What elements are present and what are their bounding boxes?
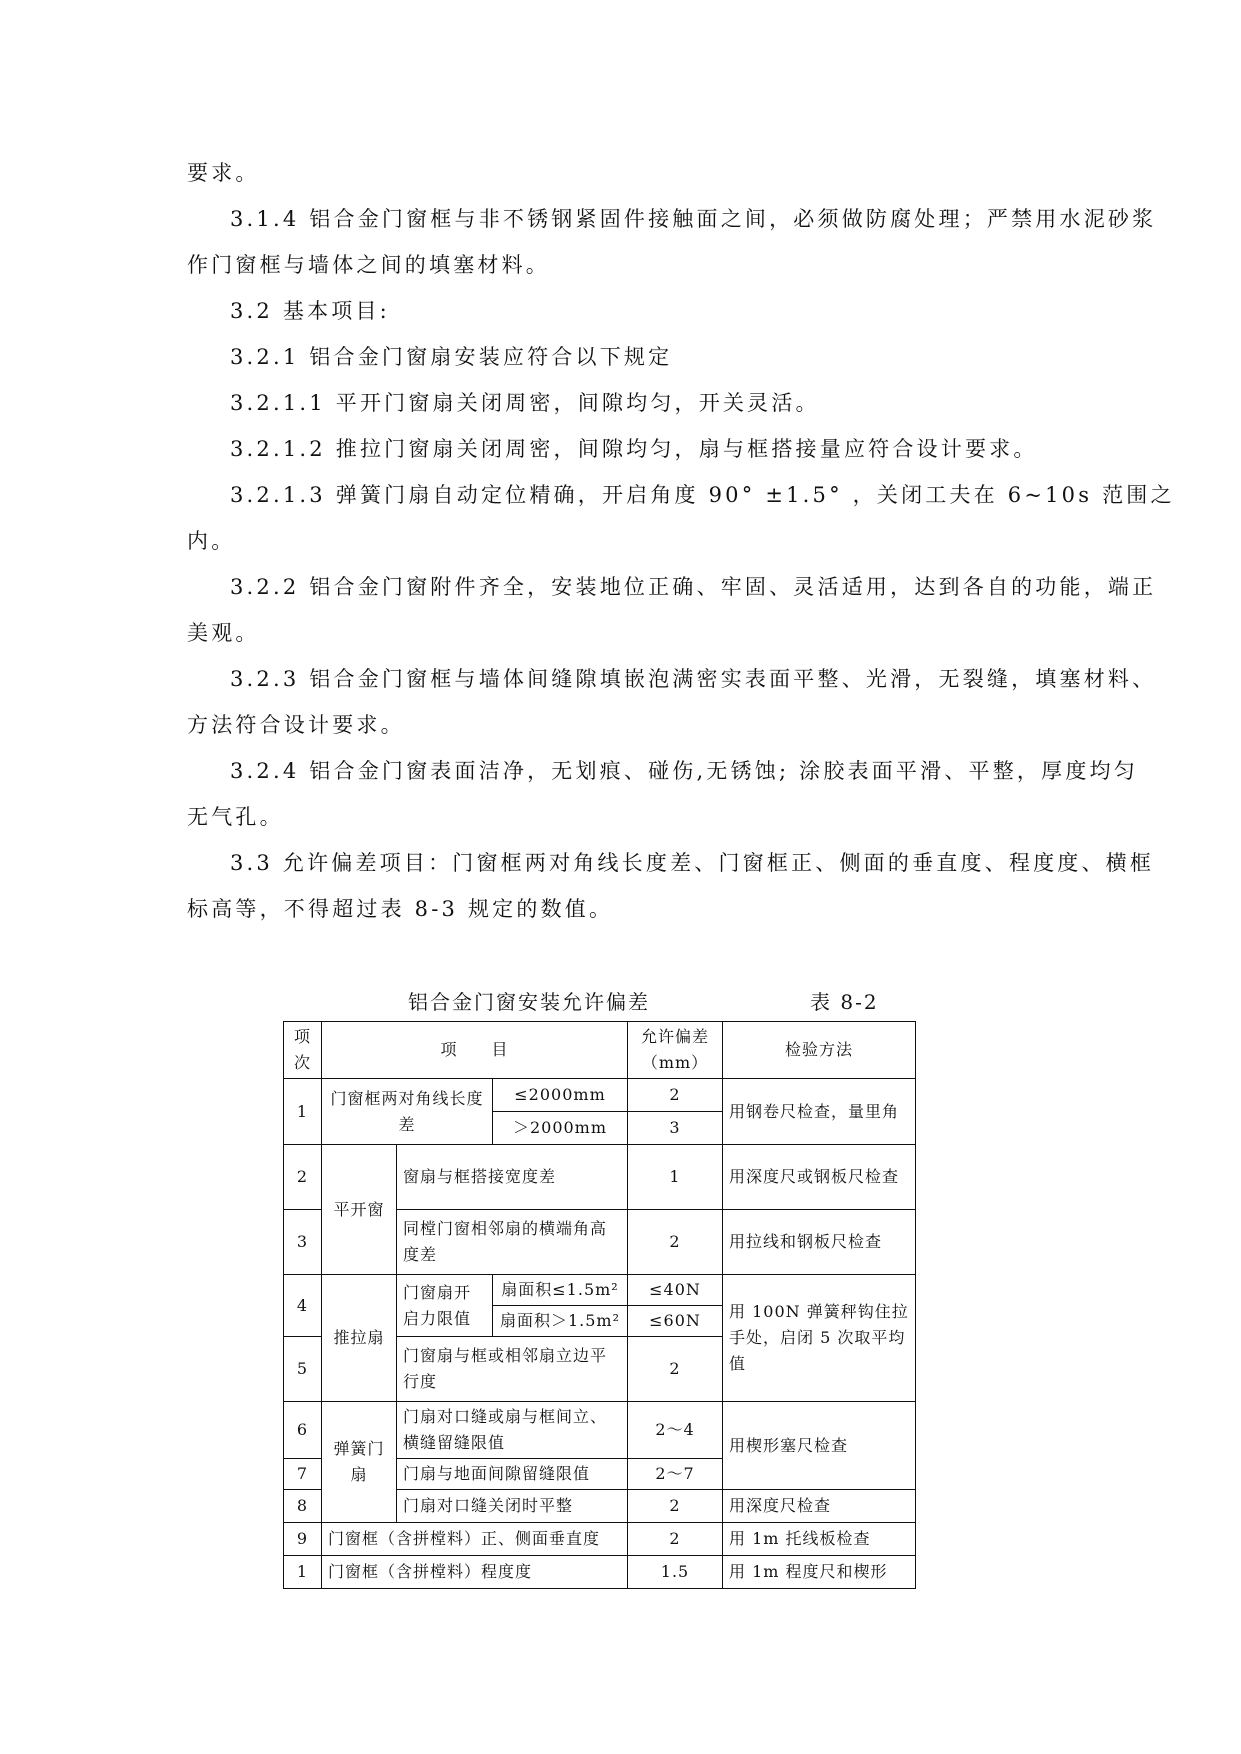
row-no: 6 xyxy=(284,1402,322,1459)
row-tolerance: 1.5 xyxy=(628,1556,723,1589)
paragraph-3-2-2: 3.2.2 铝合金门窗附件齐全，安装地位正确、牢固、灵活适用，达到各自的功能，端正 xyxy=(230,575,1157,599)
row-tolerance: 2～4 xyxy=(628,1402,723,1459)
paragraph-text: 美观。 xyxy=(187,621,260,645)
row-no: 4 xyxy=(284,1275,322,1337)
row-method: 用深度尺检查 xyxy=(723,1490,916,1523)
tolerance-table xyxy=(283,1021,916,1589)
row-tolerance: 2 xyxy=(628,1490,723,1523)
row-condition: ＞2000mm xyxy=(493,1112,628,1145)
row-no: 8 xyxy=(284,1490,322,1523)
table-row xyxy=(284,1402,916,1459)
row-method: 用 1m 托线板检查 xyxy=(723,1523,916,1556)
table-number: 表 8-2 xyxy=(810,990,879,1014)
table-row xyxy=(284,1145,916,1210)
row-tolerance: ≤60N xyxy=(628,1306,723,1337)
paragraph-3-2-1: 3.2.1 铝合金门窗扇安装应符合以下规定 xyxy=(230,345,673,369)
paragraph-text: 要求。 xyxy=(187,161,260,185)
row-method: 用楔形塞尺检查 xyxy=(723,1402,916,1490)
row-item: 门窗框（含拼樘料）程度度 xyxy=(322,1556,628,1589)
row-item: 窗扇与框搭接宽度差 xyxy=(397,1145,628,1210)
row-item: 门扇对口缝关闭时平整 xyxy=(397,1490,628,1523)
row-tolerance: 2 xyxy=(628,1210,723,1275)
table-header-row xyxy=(284,1022,916,1079)
row-method: 用 1m 程度尺和楔形 xyxy=(723,1556,916,1589)
paragraph-3-2-1-3: 3.2.1.3 弹簧门扇自动定位精确，开启角度 90° ±1.5° ，关闭工夫在 6~10s 范围之 xyxy=(230,483,1175,507)
row-item: 门窗框两对角线长度差 xyxy=(322,1079,493,1145)
row-no: 1 xyxy=(284,1079,322,1145)
row-method: 用钢卷尺检查，量里角 xyxy=(723,1079,916,1145)
paragraph-3-3: 3.3 允许偏差项目：门窗框两对角线长度差、门窗框正、侧面的垂直度、程度度、横框 xyxy=(230,851,1155,875)
row-method: 用 100N 弹簧秤钩住拉手处，启闭 5 次取平均值 xyxy=(723,1275,916,1402)
row-method: 用深度尺或钢板尺检查 xyxy=(723,1145,916,1210)
row-no: 1 xyxy=(284,1556,322,1589)
table-row xyxy=(284,1523,916,1556)
row-tolerance: 1 xyxy=(628,1145,723,1210)
paragraph-3-1-4: 3.1.4 铝合金门窗框与非不锈钢紧固件接触面之间，必须做防腐处理；严禁用水泥砂浆 xyxy=(230,207,1157,231)
row-item: 门窗框（含拼樘料）正、侧面垂直度 xyxy=(322,1523,628,1556)
row-tolerance: 2～7 xyxy=(628,1459,723,1490)
paragraph-3-2-1-2: 3.2.1.2 推拉门窗扇关闭周密，间隙均匀，扇与框搭接量应符合设计要求。 xyxy=(230,437,1038,461)
row-item: 门扇对口缝或扇与框间立、横缝留缝限值 xyxy=(397,1402,628,1459)
header-method: 检验方法 xyxy=(723,1022,916,1079)
header-item: 项 目 xyxy=(322,1022,628,1079)
group-label-sliding: 推拉扇 xyxy=(322,1275,397,1402)
table-caption: 铝合金门窗安装允许偏差 xyxy=(408,990,650,1014)
paragraph-3-2-1-1: 3.2.1.1 平开门窗扇关闭周密，间隙均匀，开关灵活。 xyxy=(230,391,820,415)
row-method: 用拉线和钢板尺检查 xyxy=(723,1210,916,1275)
row-tolerance: 2 xyxy=(628,1337,723,1402)
paragraph-text: 方法符合设计要求。 xyxy=(187,713,405,737)
row-no: 3 xyxy=(284,1210,322,1275)
table-row xyxy=(284,1556,916,1589)
paragraph-text: 无气孔。 xyxy=(187,805,284,829)
group-label-casement: 平开窗 xyxy=(322,1145,397,1275)
row-condition: ≤2000mm xyxy=(493,1079,628,1112)
row-no: 2 xyxy=(284,1145,322,1210)
row-tolerance: 2 xyxy=(628,1079,723,1112)
paragraph-3-2-3: 3.2.3 铝合金门窗框与墙体间缝隙填嵌泡满密实表面平整、光滑，无裂缝，填塞材料、 xyxy=(230,667,1157,691)
row-item: 门窗扇开启力限值 xyxy=(397,1275,493,1337)
row-no: 5 xyxy=(284,1337,322,1402)
header-no: 项次 xyxy=(284,1022,322,1079)
row-tolerance: ≤40N xyxy=(628,1275,723,1306)
row-item: 门扇与地面间隙留缝限值 xyxy=(397,1459,628,1490)
section-heading-3-2: 3.2 基本项目: xyxy=(230,299,390,323)
row-no: 9 xyxy=(284,1523,322,1556)
header-tolerance: 允许偏差（mm） xyxy=(628,1022,723,1079)
row-item: 同樘门窗相邻扇的横端角高度差 xyxy=(397,1210,628,1275)
row-no: 7 xyxy=(284,1459,322,1490)
row-tolerance: 3 xyxy=(628,1112,723,1145)
paragraph-text: 内。 xyxy=(187,529,236,553)
row-condition: 扇面积＞1.5m² xyxy=(493,1306,628,1337)
paragraph-text: 标高等，不得超过表 8-3 规定的数值。 xyxy=(187,897,614,921)
row-tolerance: 2 xyxy=(628,1523,723,1556)
row-condition: 扇面积≤1.5m² xyxy=(493,1275,628,1306)
paragraph-text: 作门窗框与墙体之间的填塞材料。 xyxy=(187,253,550,277)
row-item: 门窗扇与框或相邻扇立边平行度 xyxy=(397,1337,628,1402)
group-label-spring-door: 弹簧门扇 xyxy=(322,1402,397,1523)
paragraph-3-2-4: 3.2.4 铝合金门窗表面洁净，无划痕、碰伤,无锈蚀; 涂胶表面平滑、平整，厚度均匀 xyxy=(230,759,1138,783)
table-row xyxy=(284,1079,916,1112)
table-row xyxy=(284,1275,916,1306)
